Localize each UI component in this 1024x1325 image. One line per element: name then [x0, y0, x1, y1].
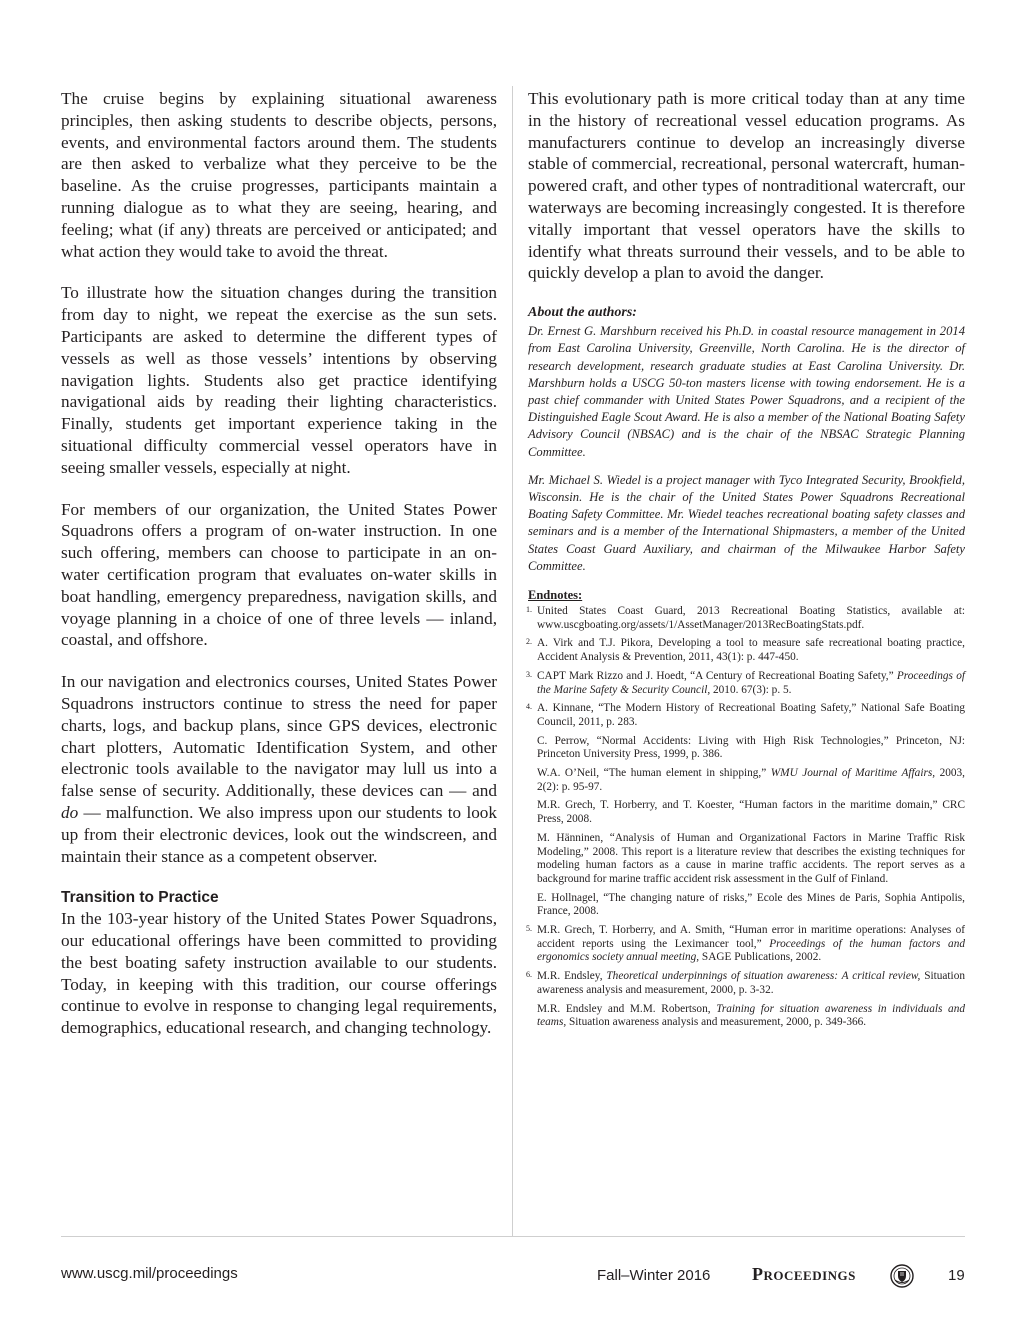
endnote-item	[528, 735, 965, 762]
endnote-i: Training for situation awareness in individuals and teams,	[537, 1002, 965, 1029]
endnote-item	[528, 1003, 965, 1030]
endnote-b: SAGE Publications, 2002.	[699, 951, 822, 964]
endnote-b: Situation awareness analysis and measurement, 2000, p. 349-366.	[566, 1016, 867, 1029]
endnote-i: Proceedings of the human factors and ergonomics society annual meeting,	[537, 937, 965, 964]
footer-rule	[61, 1236, 965, 1237]
page-number: 19	[948, 1267, 965, 1284]
bio-wiedel: Mr. Michael S. Wiedel is a project manager with Tyco Integrated Security, Brookfield, Wisconsin. He is the chair of the United States Power Squadrons Recreational Boating Safety Committee. Mr. Wiedel teaches recreational boating safety classes and seminars and is a member of the International Shipmasters, a member of the United States Coast Guard Auxiliary, and chairman of the Milwaukee Harbor Safety Committee.	[528, 472, 965, 573]
bio-marshburn: Dr. Ernest G. Marshburn received his Ph.D. in coastal resource management in 2014 from East Carolina University, Greenville, North Carolina. He is the director of research development, research graduate studies at East Carolina University. Dr. Marshburn holds a USCG 50-ton masters license with towing endorsement. He is a past chief commander with United States Power Squadrons, and a recipient of the Distinguished Eagle Scout Award. He is also a member of the National Boating Safety Advisory Council (NBSAC) and is the chair of the NBSAC Strategic Planning Committee.	[528, 324, 965, 459]
paragraph-evolutionary: This evolutionary path is more critical today than at any time in the history of recreational vessel education programs. As manufacturers continue to develop an increasingly diverse stable of commercial, recreational, personal watercraft, human-powered craft, and other types of nontraditional watercraft, our waterways are becoming increasingly congested. It is therefore vitally important that vessel operators have the skills to identify what threats surround their vessels, and to be able to quickly develop a plan to avoid the danger.	[528, 89, 965, 283]
endnote-item	[528, 892, 965, 919]
endnote-num: 2.	[526, 637, 532, 647]
footer-magazine-title: Proceedings	[752, 1264, 856, 1284]
endnote-a: CAPT Mark Rizzo and J. Hoedt, “A Century of Recreational Boating Safety,”	[537, 669, 897, 682]
paragraph-electronics	[61, 671, 497, 867]
footer-url[interactable]: www.uscg.mil/proceedings	[61, 1265, 238, 1282]
endnote-item	[528, 970, 965, 997]
endnote-a: M.R. Grech, T. Horberry, and T. Koester, “Human factors in the maritime domain,” CRC Press, 2008.	[537, 799, 965, 826]
about-authors-title: About the authors:	[528, 305, 637, 321]
electronics-emphasis: do	[61, 802, 79, 822]
endnote-i: Proceedings of the Marine Safety & Security Council,	[537, 669, 965, 696]
endnote-b: 2003, 2(2): p. 95-97.	[537, 767, 965, 793]
endnote-item	[528, 767, 965, 794]
paragraph-history: In the 103-year history of the United States Power Squadrons, our educational offerings have been committed to providing the best boating safety instruction available to our students. Today, in keeping with this tradition, our course offerings continue to evolve in response to changing legal requirements, demographics, educational research, and changing technology.	[61, 909, 497, 1038]
section-heading: Transition to Practice	[61, 889, 219, 907]
endnote-num: 6.	[526, 970, 532, 980]
endnote-a: M.R. Endsley and M.M. Robertson,	[537, 1002, 717, 1015]
endnotes-title: Endnotes:	[528, 588, 583, 603]
endnote-item	[528, 637, 965, 664]
paragraph-on-water: For members of our organization, the United States Power Squadrons offers a program of on-water instruction. In one such offering, members can choose to participate in an on-water certification program that evaluates on-water skills in boat handling, emergency preparedness, navigation skills, and voyage planning in a choice of one of three levels — inland, coastal, and offshore.	[61, 499, 497, 650]
endnote-item	[528, 702, 965, 729]
endnote-num: 4.	[526, 702, 532, 712]
endnote-item	[528, 924, 965, 965]
endnote-i: Theoretical underpinnings of situation awareness: A critical review,	[606, 970, 921, 983]
endnote-i: WMU Journal of Maritime Affairs,	[770, 767, 936, 780]
electronics-text-a: In our navigation and electronics courses, United States Power Squadrons instructors continue to stress the need for paper charts, logs, and backup plans, since GPS devices, electronic chart plotters, Automatic Identification System, and other electronic tools available to the navigator may lull us into a false sense of security. Additionally, these devices can — and	[61, 672, 497, 801]
coast-guard-seal-icon	[890, 1264, 914, 1288]
endnote-a: M.R. Grech, T. Horberry, and A. Smith, “Human error in maritime operations: Analyses of accident reports using the Leximancer tool,”	[537, 924, 965, 950]
left-column	[61, 88, 497, 1059]
endnote-num: 5.	[526, 924, 532, 934]
endnote-a: M. Hänninen, “Analysis of Human and Organizational Factors in Marine Traffic Risk Modeling,” 2008. This report is a literature review that describes the existing techniques for modeling human factors as a cause in marine traffic accidents. The report serves as a background for marine traffic accident risk assessment in the Gulf of Finland.	[537, 831, 965, 885]
endnote-item	[528, 799, 965, 826]
footer-issue: Fall–Winter 2016	[597, 1267, 711, 1284]
endnote-a: M.R. Endsley,	[537, 970, 607, 983]
endnote-item	[528, 605, 965, 632]
paragraph-cruise: The cruise begins by explaining situational awareness principles, then asking students to describe objects, persons, events, and environmental factors around them. The students are then asked to verbalize what they perceive to be the baseline. As the cruise progresses, participants maintain a running dialogue as to what they are seeing, hearing, and feeling; what (if any) threats are perceived or anticipated; and what action they would take to avoid the threat.	[61, 89, 497, 261]
endnote-a: A. Virk and T.J. Pikora, Developing a tool to measure safe recreational boating practice, Accident Analysis & Prevention, 2011, 43(1): p. 447-450.	[537, 637, 965, 664]
endnote-num: 3.	[526, 669, 532, 679]
electronics-text-b: — malfunction. We also impress upon our students to look up from their electronic devices, look out the windscreen, and maintain their stance as a competent observer.	[61, 802, 497, 866]
endnote-item	[528, 832, 965, 887]
endnote-a: W.A. O’Neil, “The human element in shipping,”	[537, 767, 771, 780]
endnote-a: E. Hollnagel, “The changing nature of risks,” Ecole des Mines de Paris, Sophia Antipolis, France, 2008.	[537, 891, 965, 918]
endnote-a: United States Coast Guard, 2013 Recreational Boating Statistics, available at: www.uscgboating.org/assets/1/AssetManager/2013RecBoatingStats.pdf.	[537, 605, 965, 631]
endnote-a: C. Perrow, “Normal Accidents: Living with High Risk Technologies,” Princeton, NJ: Princeton University Press, 1999, p. 386.	[537, 734, 965, 761]
endnotes-list	[528, 605, 965, 1030]
paragraph-day-night: To illustrate how the situation changes during the transition from day to night, we repeat the exercise as the sun sets. Participants are asked to determine the different types of vessels as well as those vessels’ intentions by observing navigation lights. Students also get practice identifying navigational aids by reading their lighting characteristics. Finally, students get important experience taking in the situational difficulty commercial vessel operators have in seeing smaller vessels, especially at night.	[61, 283, 497, 477]
endnote-a: A. Kinnane, “The Modern History of Recreational Boating Safety,” National Safe Boating Council, 2011, p. 283.	[537, 702, 965, 728]
endnote-b: Situation awareness analysis and measurement, 2000, p. 3-32.	[537, 970, 965, 996]
endnote-b: 2010. 67(3): p. 5.	[710, 683, 792, 696]
column-divider	[512, 86, 513, 1236]
endnote-item	[528, 670, 965, 697]
endnote-num: 1.	[526, 605, 532, 615]
right-column	[528, 88, 965, 1035]
